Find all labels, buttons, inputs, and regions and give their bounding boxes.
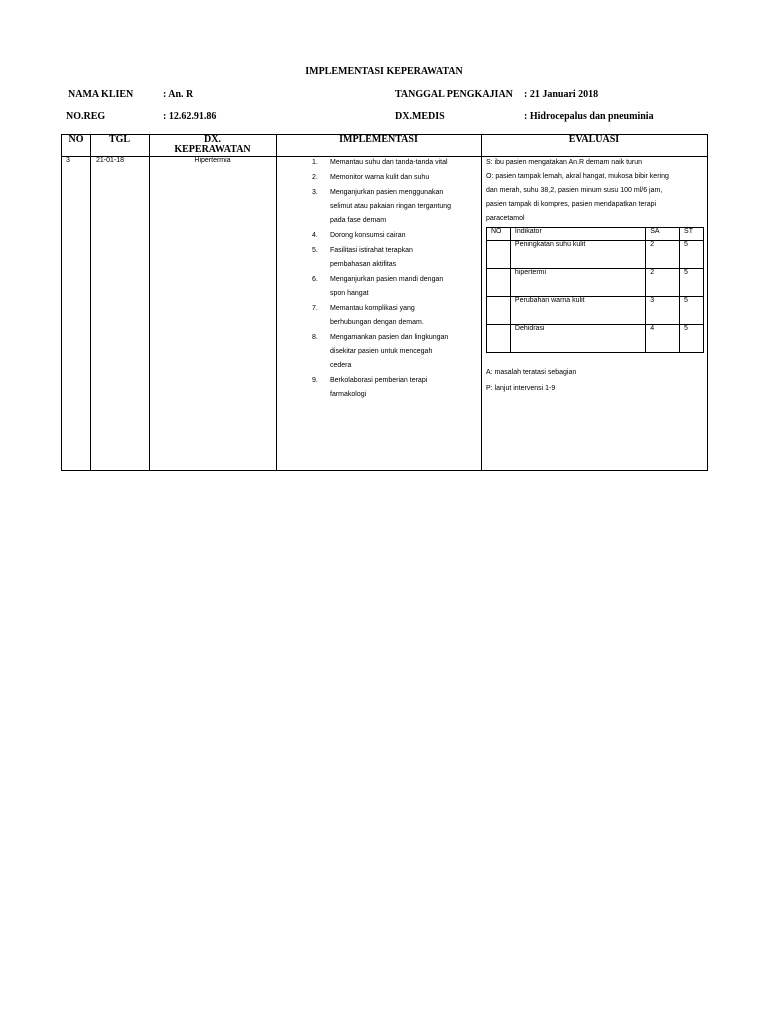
column-divider: [276, 135, 277, 470]
indicator-header-indikator: Indikator: [510, 228, 645, 241]
list-item-text: Dorong konsumsi cairan: [330, 232, 406, 239]
col-header-tgl: TGL: [108, 134, 131, 145]
evaluation-objective-1: O: pasien tampak lemah, akral hangat, mukosa bibir kering: [486, 173, 669, 180]
list-item-text: Memantau komplikasi yang: [330, 305, 415, 312]
nama-klien-value: : An. R: [163, 89, 194, 100]
indicator-sa: 2: [646, 269, 680, 297]
table-row: [487, 325, 704, 353]
indicator-header-sa: SA: [646, 228, 680, 241]
evaluation-assessment: A: masalah teratasi sebagian: [486, 369, 577, 376]
tanggal-value: : 21 Januari 2018: [524, 89, 599, 100]
evaluation-objective-2: dan merah, suhu 38,2, pasien minum susu 100 ml/6 jam,: [486, 187, 663, 194]
dxmedis-label: DX.MEDIS: [395, 111, 445, 122]
list-item: [302, 229, 472, 243]
evaluation-block: [486, 156, 704, 226]
indicator-table: [486, 227, 704, 353]
indicator-name: hipertermi: [510, 269, 645, 297]
col-header-implementasi: IMPLEMENTASI: [339, 134, 418, 145]
column-divider: [90, 135, 91, 470]
list-item-text: disekitar pasien untuk mencegah: [330, 348, 433, 355]
indicator-st: 5: [680, 297, 704, 325]
indicator-sa: 3: [646, 297, 680, 325]
list-item: [302, 186, 472, 228]
column-divider: [149, 135, 150, 470]
list-item-text: Menganjurkan pasien menggunakan: [330, 189, 444, 196]
list-item-text: Berkolaborasi pemberian terapi: [330, 377, 428, 384]
list-item-number: 6.: [312, 276, 318, 283]
table-row: [487, 269, 704, 297]
indicator-no: [487, 269, 511, 297]
indicator-name: Perubahan warna kulit: [510, 297, 645, 325]
nama-klien-label: NAMA KLIEN: [68, 89, 134, 100]
indicator-no: [487, 297, 511, 325]
list-item-number: 9.: [312, 377, 318, 384]
list-item-text: berhubungan dengan demam.: [330, 319, 424, 326]
list-item: [302, 374, 472, 402]
list-item: [302, 156, 472, 170]
list-item-number: 3.: [312, 189, 318, 196]
list-item-text: Menganjurkan pasien mandi dengan: [330, 276, 444, 283]
evaluation-objective-4: paracetamol: [486, 215, 525, 222]
evaluation-plan: P: lanjut intervensi 1-9: [486, 385, 556, 392]
implementation-list: [302, 156, 472, 403]
list-item: [302, 244, 472, 272]
dxmedis-value: : Hidrocepalus dan pneuminia: [524, 111, 654, 122]
indicator-st: 5: [680, 269, 704, 297]
row-tgl: 21-01-18: [96, 157, 125, 164]
list-item-number: 4.: [312, 232, 318, 239]
row-no: 3: [66, 157, 70, 164]
list-item-text: spon hangat: [330, 290, 369, 297]
col-header-evaluasi: EVALUASI: [568, 134, 620, 145]
list-item: [302, 302, 472, 330]
list-item-number: 5.: [312, 247, 318, 254]
list-item-text: selimut atau pakaian ringan tergantung: [330, 203, 452, 210]
list-item: [302, 331, 472, 373]
list-item-text: pada fase demam: [330, 217, 387, 224]
implementation-table: [61, 134, 708, 471]
list-item-text: Mengamankan pasien dan lingkungan: [330, 334, 449, 341]
indicator-name: Dehidrasi: [510, 325, 645, 353]
noreg-value: : 12.62.91.86: [163, 111, 217, 122]
col-header-dx-line1: DX.: [204, 134, 221, 145]
indicator-header-st: ST: [680, 228, 704, 241]
list-item-number: 1.: [312, 159, 318, 166]
list-item-text: farmakologi: [330, 391, 367, 398]
list-item-number: 7.: [312, 305, 318, 312]
list-item-text: Fasilitasi istirahat terapkan: [330, 247, 413, 254]
list-item-number: 8.: [312, 334, 318, 341]
tanggal-label: TANGGAL PENGKAJIAN: [395, 89, 513, 100]
indicator-no: [487, 325, 511, 353]
indicator-name: Peningkatan suhu kulit: [510, 241, 645, 269]
list-item-text: Memonitor warna kulit dan suhu: [330, 174, 430, 181]
table-row: [487, 241, 704, 269]
noreg-label: NO.REG: [66, 111, 106, 122]
col-header-no: NO: [68, 134, 84, 145]
col-header-dx: [149, 135, 276, 155]
list-item-text: Memantau suhu dan tanda-tanda vital: [330, 159, 448, 166]
indicator-sa: 2: [646, 241, 680, 269]
table-row: [487, 297, 704, 325]
indicator-header-row: [487, 228, 704, 241]
indicator-no: [487, 241, 511, 269]
indicator-header-no: NO: [487, 228, 511, 241]
list-item-number: 2.: [312, 174, 318, 181]
list-item-text: pembahasan aktifitas: [330, 261, 397, 268]
indicator-st: 5: [680, 241, 704, 269]
evaluation-objective-3: pasien tampak di kompres, pasien mendapatkan terapi: [486, 201, 657, 208]
row-diagnosis: Hipertermia: [194, 157, 231, 164]
indicator-st: 5: [680, 325, 704, 353]
list-item: [302, 273, 472, 301]
document-title: IMPLEMENTASI KEPERAWATAN: [305, 66, 463, 77]
indicator-sa: 4: [646, 325, 680, 353]
column-divider: [481, 135, 482, 470]
evaluation-subjective: S: ibu pasien mengatakan An.R demam naik turun: [486, 159, 643, 166]
list-item-text: cedera: [330, 362, 352, 369]
col-header-dx-line2: KEPERAWATAN: [174, 144, 251, 155]
list-item: [302, 171, 472, 185]
